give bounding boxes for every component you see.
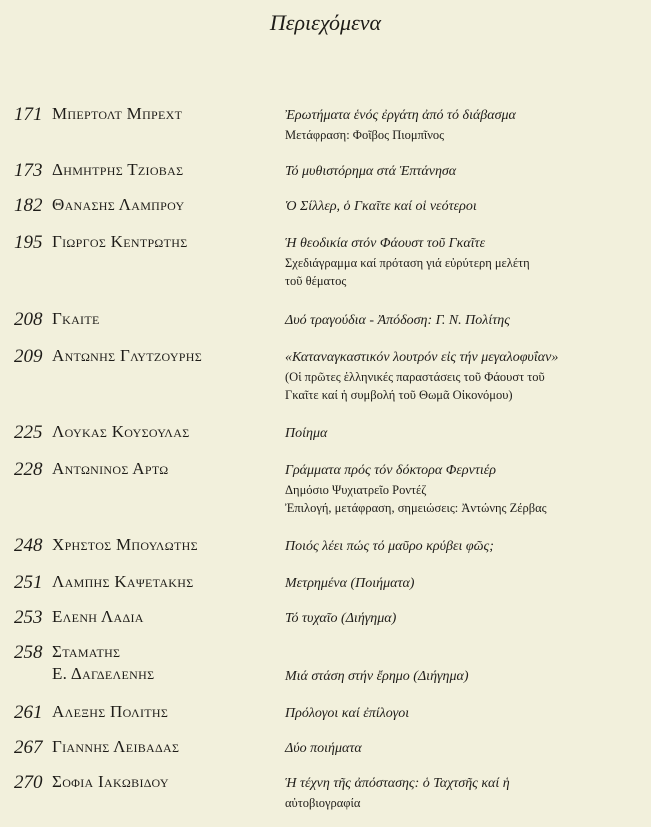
author-name: Σοφια Ιακωβιδου (52, 772, 169, 791)
work-subtitle: Γκαῖτε καί ἡ συμβολή τοῦ Θωμᾶ Οἰκονόμου) (285, 388, 513, 402)
page-number: 261 (14, 702, 43, 723)
work-title: Ἡ τέχνη τῆς ἀπόστασης: ὁ Ταχτσῆς καί ἡ αὐτοβιογραφία (285, 774, 645, 812)
page-number: 171 (14, 104, 43, 125)
work-title: Μιά στάση στήν ἔρημο (Διήγημα) (285, 669, 469, 684)
work-subtitle: Δημόσιο Ψυχιατρεῖο Ροντέζ (285, 483, 427, 497)
page-number: 253 (14, 607, 43, 628)
page-number: 248 (14, 535, 43, 556)
page-number: 173 (14, 160, 43, 181)
work-subtitle: τοῦ θέματος (285, 274, 347, 288)
work-title: Δύο ποιήματα (285, 741, 362, 756)
author-name: Θανασης Λαμπρου (52, 195, 185, 214)
work-title: «Καταναγκαστικόν λουτρόν εἰς τήν μεγαλοφυΐαν» (Οἱ πρῶτες ἑλληνικές παραστάσεις τοῦ Φάουστ τοῦ Γκαῖτε καί ἡ συμβολή τοῦ Θωμᾶ Οἰκονόμου) (285, 348, 645, 404)
work-subtitle: Σχεδιάγραμμα καί πρόταση γιά εὐρύτερη μελέτη (285, 256, 530, 270)
work-subtitle: (Οἱ πρῶτες ἑλληνικές παραστάσεις τοῦ Φάουστ τοῦ (285, 370, 545, 384)
author-name: Αντωνης Γλυτζουρης (52, 346, 203, 365)
page-number: 228 (14, 459, 43, 480)
author-name: Αλεξης Πολιτης (52, 702, 169, 721)
work-title: Μετρημένα (Ποιήματα) (285, 576, 415, 591)
author-name: Χρηστος Μπουλωτης (52, 535, 198, 554)
author-name: Μπερτολτ Μπρεχτ (52, 104, 183, 123)
author-name: Λαμπης Καψετακης (52, 572, 194, 591)
work-title: Πρόλογοι καί ἐπίλογοι (285, 706, 410, 721)
work-title: Ποιός λέει πώς τό μαῦρο κρύβει φῶς; (285, 539, 494, 554)
work-title: Τό τυχαῖο (Διήγημα) (285, 611, 397, 626)
page-number: 270 (14, 772, 43, 793)
author-name: Γιωργος Κεντρωτης (52, 232, 188, 251)
page-number: 267 (14, 737, 43, 758)
author-name: Γκαιτε (52, 309, 100, 328)
work-title: Ἡ θεοδικία στόν Φάουστ τοῦ Γκαῖτε Σχεδιάγραμμα καί πρόταση γιά εὐρύτερη μελέτη τοῦ θέματος (285, 234, 645, 290)
author-name: Δημητρης Τζιοβας (52, 160, 184, 179)
author-name-line2: Ε. Δαγδελενης (52, 664, 155, 683)
work-title: Ποίημα (285, 426, 328, 441)
page-number: 258 (14, 642, 43, 663)
page-number: 209 (14, 346, 43, 367)
page-number: 225 (14, 422, 43, 443)
page-number: 251 (14, 572, 43, 593)
work-subtitle: Μετάφραση: Φοῖβος Πιομπῖνος (285, 128, 445, 142)
work-subtitle: αὐτοβιογραφία (285, 796, 361, 810)
author-name: Σταματης (52, 642, 121, 661)
page-number: 195 (14, 232, 43, 253)
author-name: Αντωνινος Αρτω (52, 459, 169, 478)
author-name: Λουκας Κουσουλας (52, 422, 190, 441)
work-title: Τό μυθιστόρημα στά Ἑπτάνησα (285, 164, 457, 179)
page-number: 208 (14, 309, 43, 330)
author-name: Γιαννης Λειβαδας (52, 737, 180, 756)
page-title: Περιεχόμενα (269, 10, 382, 35)
work-title: Ἐρωτήματα ἑνός ἐργάτη ἀπό τό διάβασμα Μετάφραση: Φοῖβος Πιομπῖνος (285, 106, 645, 144)
page-number: 182 (14, 195, 43, 216)
work-title: Γράμματα πρός τόν δόκτορα Φερντιέρ Δημόσιο Ψυχιατρεῖο Ροντέζ Ἐπιλογή, μετάφραση, σημειώσεις: Ἀντώνης Ζέρβας (285, 461, 645, 517)
work-title: Ὁ Σίλλερ, ὁ Γκαῖτε καί οἱ νεότεροι (285, 199, 477, 214)
author-name: Ελενη Λαδια (52, 607, 144, 626)
work-title: Δυό τραγούδια - Ἀπόδοση: Γ. Ν. Πολίτης (285, 313, 510, 328)
work-subtitle: Ἐπιλογή, μετάφραση, σημειώσεις: Ἀντώνης Ζέρβας (285, 501, 547, 515)
